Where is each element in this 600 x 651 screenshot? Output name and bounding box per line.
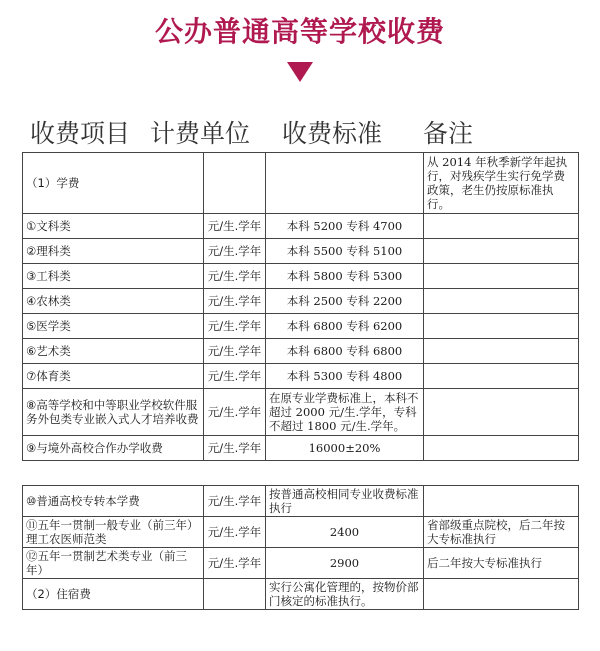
down-arrow-icon [287,62,313,82]
remarks-cell [424,264,579,289]
billing-unit-cell: 元/生.学年 [204,339,266,364]
table-row [23,153,579,214]
fee-standard-cell: 本科 6800 专科 6800 [266,339,424,364]
header-remarks: 备注 [423,119,474,148]
table-row [23,339,579,364]
table-row [23,436,579,461]
billing-unit-cell [204,153,266,214]
billing-unit-cell: 元/生.学年 [204,289,266,314]
fee-item-cell: ④农林类 [23,289,204,314]
fee-standard-cell: 本科 5300 专科 4800 [266,364,424,389]
header-fee-standard: 收费标准 [282,119,383,148]
remarks-cell: 后二年按大专标准执行 [424,548,579,579]
table-row [23,239,579,264]
fee-item-cell: ①文科类 [23,214,204,239]
fee-standard-cell: 本科 5200 专科 4700 [266,214,424,239]
header-fee-item: 收费项目 [30,119,131,148]
fee-standard-cell: 2900 [266,548,424,579]
remarks-cell [424,486,579,517]
fee-standard-cell: 本科 5500 专科 5100 [266,239,424,264]
fee-table-part-2 [22,485,579,610]
fee-item-cell: ⑩普通高校专转本学费 [23,486,204,517]
fee-item-cell: （2）住宿费 [23,579,204,610]
fee-standard-cell [266,153,424,214]
billing-unit-cell: 元/生.学年 [204,389,266,436]
billing-unit-cell: 元/生.学年 [204,364,266,389]
remarks-cell [424,289,579,314]
table-row [23,289,579,314]
remarks-cell: 从 2014 年秋季新学年起执行，对残疾学生实行免学费政策，老生仍按原标准执行。 [424,153,579,214]
fee-standard-cell: 本科 6800 专科 6200 [266,314,424,339]
billing-unit-cell: 元/生.学年 [204,214,266,239]
billing-unit-cell: 元/生.学年 [204,436,266,461]
fee-standard-cell: 16000±20% [266,436,424,461]
table-row [23,389,579,436]
fee-item-cell: ⑦体育类 [23,364,204,389]
fee-item-cell: ⑨与境外高校合作办学收费 [23,436,204,461]
remarks-cell [424,339,579,364]
remarks-cell [424,314,579,339]
remarks-cell [424,364,579,389]
billing-unit-cell: 元/生.学年 [204,239,266,264]
fee-standard-cell: 在原专业学费标准上，本科不超过 2000 元/生.学年，专科不超过 1800 元/生.学年。 [266,389,424,436]
fee-item-cell: （1）学费 [23,153,204,214]
remarks-cell [424,579,579,610]
billing-unit-cell [204,579,266,610]
fee-standard-cell: 按普通高校相同专业收费标准执行 [266,486,424,517]
billing-unit-cell: 元/生.学年 [204,486,266,517]
fee-item-cell: ⑥艺术类 [23,339,204,364]
fee-standard-cell: 本科 2500 专科 2200 [266,289,424,314]
fee-item-cell: ⑧高等学校和中等职业学校软件服务外包类专业嵌入式人才培养收费 [23,389,204,436]
fee-item-cell: ⑫五年一贯制艺术类专业（前三年） [23,548,204,579]
billing-unit-cell: 元/生.学年 [204,314,266,339]
header-billing-unit: 计费单位 [150,119,251,148]
table-row [23,314,579,339]
table-row [23,517,579,548]
remarks-cell [424,436,579,461]
fee-standard-cell: 2400 [266,517,424,548]
page-title: 公办普通高等学校收费 [154,15,445,48]
fee-standard-cell: 实行公寓化管理的，按物价部门核定的标准执行。 [266,579,424,610]
fee-standard-cell: 本科 5800 专科 5300 [266,264,424,289]
fee-item-cell: ⑪五年一贯制一般专业（前三年）理工农医师范类 [23,517,204,548]
billing-unit-cell: 元/生.学年 [204,517,266,548]
fee-table-part-1 [22,152,579,461]
billing-unit-cell: 元/生.学年 [204,548,266,579]
remarks-cell [424,389,579,436]
remarks-cell [424,239,579,264]
table-row [23,364,579,389]
remarks-cell [424,214,579,239]
table-row [23,548,579,579]
fee-item-cell: ⑤医学类 [23,314,204,339]
remarks-cell: 省部级重点院校，后二年按大专标准执行 [424,517,579,548]
table-row [23,264,579,289]
fee-item-cell: ②理科类 [23,239,204,264]
billing-unit-cell: 元/生.学年 [204,264,266,289]
fee-item-cell: ③工科类 [23,264,204,289]
table-row [23,579,579,610]
table-row [23,486,579,517]
table-row [23,214,579,239]
